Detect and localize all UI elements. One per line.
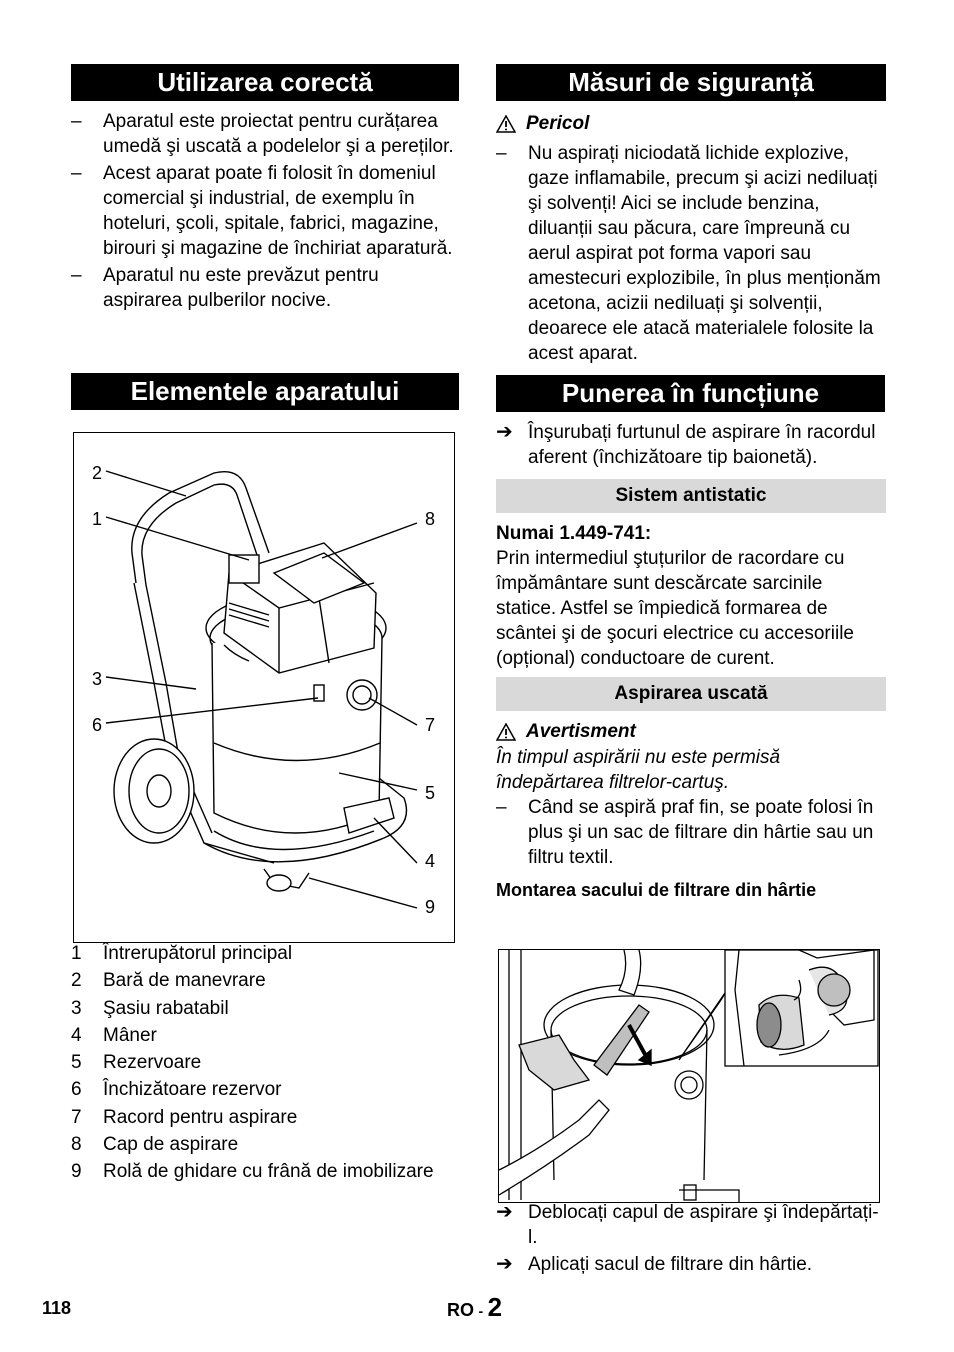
device-figure bbox=[73, 432, 455, 943]
danger-label: Pericol bbox=[496, 113, 886, 135]
dash-marker: – bbox=[496, 143, 507, 164]
final-steps bbox=[496, 1200, 886, 1277]
callout-number: 3 bbox=[92, 669, 103, 689]
callout-number: 6 bbox=[92, 715, 103, 735]
legend-row: 9 Rolă de ghidare cu frână de imobilizare bbox=[71, 1161, 434, 1183]
dash-marker: – bbox=[71, 163, 82, 184]
list-item bbox=[71, 109, 459, 159]
callout-number: 1 bbox=[92, 509, 103, 529]
list-item bbox=[496, 795, 886, 870]
dash-marker: – bbox=[71, 111, 82, 132]
legend-row: 7 Racord pentru aspirare bbox=[71, 1106, 298, 1128]
legend-row: 6 Închizătoare rezervor bbox=[71, 1079, 282, 1101]
step-text: Aplicați sacul de filtrare din hârtie. bbox=[528, 1254, 813, 1275]
dash-marker: – bbox=[71, 265, 82, 286]
page-number: 118 bbox=[42, 1298, 72, 1318]
dash-marker: – bbox=[496, 797, 507, 818]
filter-bag-illustration bbox=[499, 950, 879, 1202]
step-item bbox=[496, 1252, 886, 1277]
antistatic-text: Prin intermediul ştuțurilor de racordare cu împământare sunt descărcate sarcinile statice. Astfel se împiedică formarea de scântei şi de şocuri electrice cu accesoriile (opțional) conductoare de curent. bbox=[496, 548, 854, 669]
heading-safety: Măsuri de siguranță bbox=[496, 64, 886, 101]
right-column bbox=[496, 64, 886, 366]
vacuum-cleaner-illustration bbox=[74, 433, 454, 942]
warning-triangle-icon bbox=[496, 723, 516, 741]
list-item bbox=[71, 161, 459, 261]
legend-row: 8 Cap de aspirare bbox=[71, 1134, 239, 1156]
subheading-antistatic: Sistem antistatic bbox=[496, 479, 886, 513]
step-text: Deblocați capul de aspirare şi îndepărtați-l. bbox=[528, 1202, 879, 1248]
callout-number: 4 bbox=[425, 851, 436, 871]
list-item-text: Aparatul este proiectat pentru curățarea umedă şi uscată a podelelor şi a pereților. bbox=[103, 111, 454, 157]
usage-list bbox=[71, 109, 459, 313]
device-legend bbox=[71, 940, 471, 1186]
arrow-icon: ➔ bbox=[496, 1253, 513, 1275]
callout-number: 8 bbox=[425, 509, 436, 529]
list-item-text: Acest aparat poate fi folosit în domeniul comercial şi industrial, de exemplu în hoteluri, şcoli, spitale, fabrici, magazine, birouri şi magazine de închiriat aparatură. bbox=[103, 163, 453, 259]
right-column-lower bbox=[496, 420, 886, 901]
heading-device-elements: Elementele aparatului bbox=[71, 373, 459, 410]
legend-row: 4 Mâner bbox=[71, 1024, 157, 1046]
filter-bag-figure bbox=[498, 949, 880, 1203]
legend-row: 1 Întrerupătorul principal bbox=[71, 943, 293, 964]
model-note: Numai 1.449-741: bbox=[496, 523, 652, 544]
step-item bbox=[496, 420, 886, 470]
mount-heading: Montarea sacului de filtrare din hârtie bbox=[496, 880, 817, 900]
list-item-text: Aparatul nu este prevăzut pentru aspirarea pulberilor nocive. bbox=[103, 265, 379, 311]
list-item bbox=[71, 263, 459, 313]
legend-row: 5 Rezervoare bbox=[71, 1052, 202, 1074]
heading-startup: Punerea în funcțiune bbox=[496, 375, 885, 412]
list-item-text: Nu aspirați niciodată lichide explozive, gaze inflamabile, precum şi acizi nediluați şi solvenți! Aici se include benzina, diluanții sau păcura, care împreună cu aerul aspirat pot forma vapori sau amestecuri explozibile, în plus menționăm acetona, acizii nediluați şi solvenții, deoarece ele atacă materialele folosite la acest aparat. bbox=[528, 143, 881, 364]
legend-row: 2 Bară de manevrare bbox=[71, 970, 266, 992]
list-item bbox=[496, 141, 886, 366]
arrow-icon: ➔ bbox=[496, 1201, 513, 1223]
step-text: Înşurubați furtunul de aspirare în racordul aferent (închizătoare tip baionetă). bbox=[528, 422, 876, 468]
step-item bbox=[496, 1200, 886, 1250]
arrow-icon: ➔ bbox=[496, 421, 513, 443]
warning-triangle-icon bbox=[496, 115, 516, 133]
warning-label: Avertisment bbox=[496, 721, 886, 743]
legend-row: 3 Şasiu rabatabil bbox=[71, 997, 229, 1019]
callout-number: 5 bbox=[425, 783, 436, 803]
list-item-text: Când se aspiră praf fin, se poate folosi în plus şi un sac de filtrare din hârtie sau un filtru textil. bbox=[528, 797, 874, 868]
left-column bbox=[71, 64, 459, 313]
page-footer-label: RO - 2 bbox=[447, 1292, 503, 1322]
callout-number: 7 bbox=[425, 715, 436, 735]
callout-number: 2 bbox=[92, 463, 103, 483]
subheading-dry-vacuuming: Aspirarea uscată bbox=[496, 677, 886, 711]
warning-text: În timpul aspirării nu este permisă îndepărtarea filtrelor-cartuş. bbox=[496, 747, 781, 793]
heading-intended-use: Utilizarea corectă bbox=[71, 64, 459, 101]
callout-number: 9 bbox=[425, 897, 436, 917]
